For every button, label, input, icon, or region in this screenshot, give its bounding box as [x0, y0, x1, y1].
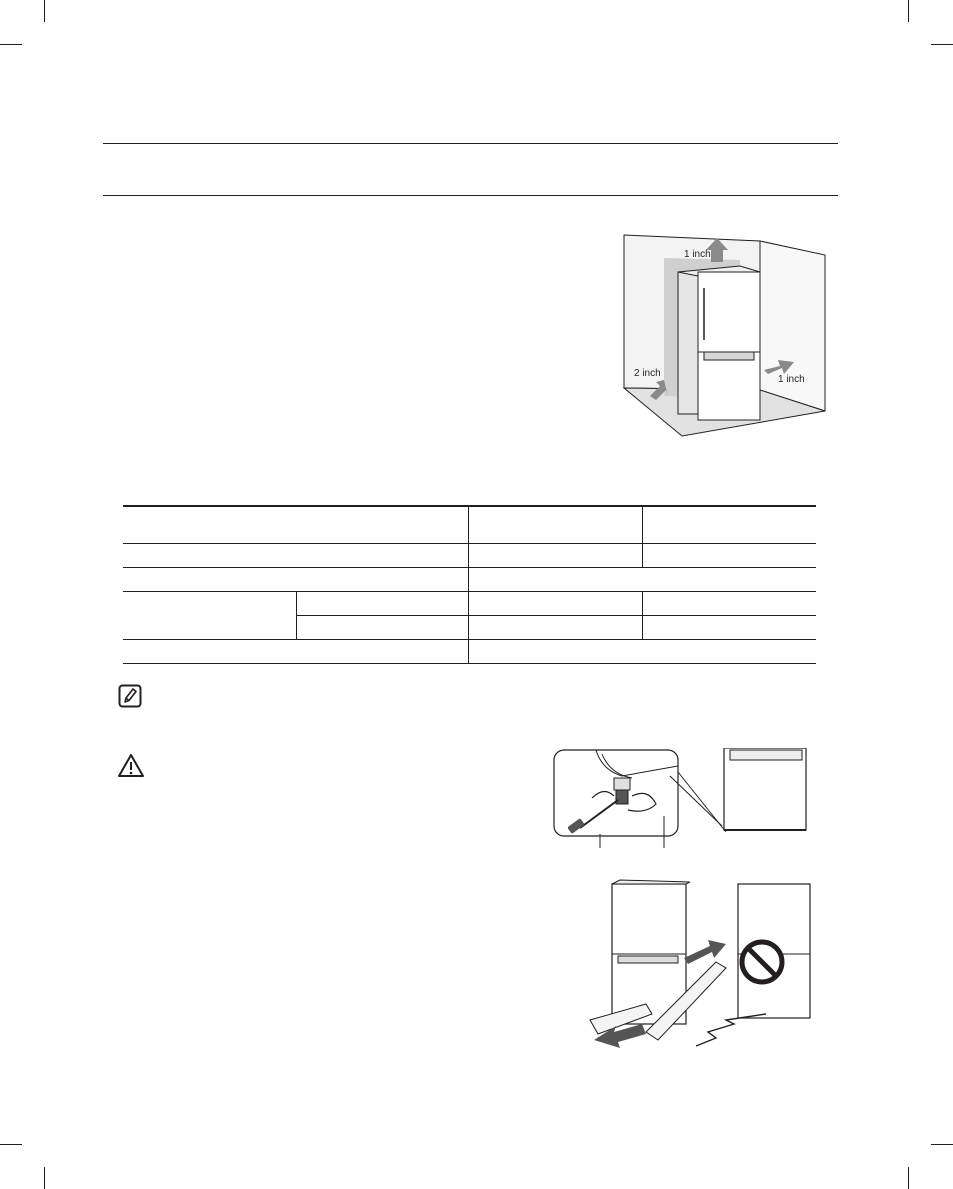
damage-zigzag	[696, 1014, 766, 1046]
fridge-side	[678, 272, 698, 414]
spec-header-cell-1	[123, 506, 468, 544]
clearance-left-label: 2 inch	[634, 368, 661, 379]
spec-cell	[642, 616, 816, 640]
table-row	[123, 544, 816, 568]
crop-mark-top-left-h	[0, 44, 22, 45]
spec-cell	[468, 616, 642, 640]
table-row	[123, 592, 816, 616]
spec-cell	[123, 544, 468, 568]
spec-table	[123, 505, 816, 664]
crop-mark-bottom-left-v	[44, 1167, 45, 1189]
spec-cell	[468, 592, 642, 616]
clearance-right-label: 1 inch	[778, 374, 805, 385]
moving-illustration	[586, 878, 822, 1056]
spec-cell	[296, 592, 468, 616]
spec-header-cell-3	[642, 506, 816, 544]
spec-cell	[296, 616, 468, 640]
right-wall	[760, 241, 825, 411]
spec-cell	[123, 568, 468, 592]
crop-mark-top-right-v	[908, 0, 909, 22]
spec-cell	[642, 544, 816, 568]
prohibited-icon	[742, 942, 782, 982]
crop-mark-bottom-right-h	[931, 1144, 953, 1145]
warning-triangle-icon	[117, 753, 145, 778]
spec-cell	[468, 640, 816, 664]
crop-mark-top-right-h	[931, 44, 953, 45]
clearance-illustration	[612, 228, 828, 440]
crop-mark-bottom-right-v	[908, 1167, 909, 1189]
table-row	[123, 640, 816, 664]
header-rule-bottom	[103, 195, 838, 196]
note-pencil-icon	[118, 684, 142, 708]
spec-cell	[468, 544, 642, 568]
spec-cell	[642, 592, 816, 616]
spec-cell	[123, 640, 468, 664]
fridge-front	[698, 272, 760, 420]
crop-mark-top-left-v	[44, 0, 45, 22]
spec-cell	[123, 592, 296, 640]
clearance-top-label: 1 inch	[684, 249, 711, 260]
table-row	[123, 568, 816, 592]
spec-header-cell-2	[468, 506, 642, 544]
arrow-push	[684, 940, 726, 964]
crop-mark-bottom-left-h	[0, 1144, 22, 1145]
leveling-illustration	[552, 748, 814, 852]
spec-cell	[468, 568, 816, 592]
freezer-handle	[704, 352, 754, 360]
spec-table-header-row	[123, 506, 816, 544]
header-rule-top	[103, 143, 838, 144]
